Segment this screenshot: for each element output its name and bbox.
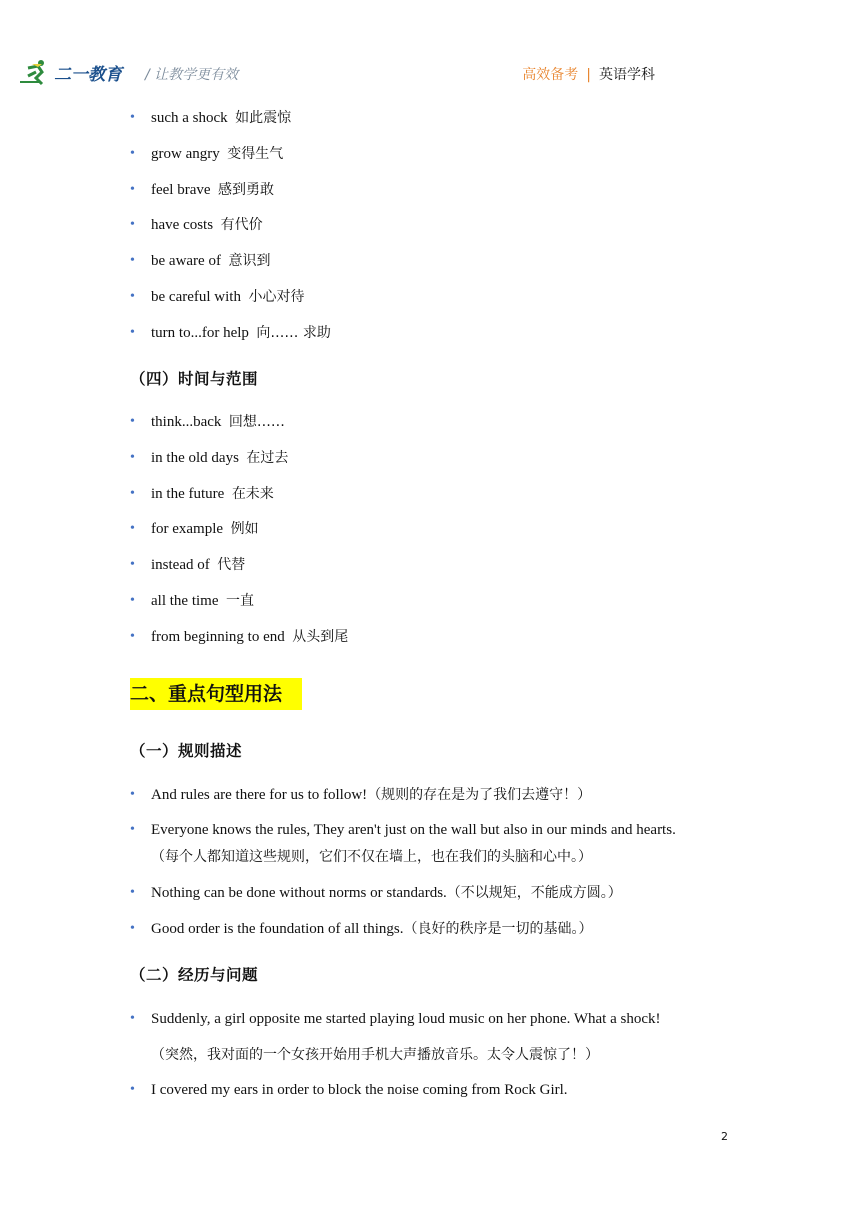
header-separator: | xyxy=(586,67,591,83)
main-heading-key-sentences: 二、重点句型用法 xyxy=(130,678,302,710)
list-item: • feel brave 感到勇敢 xyxy=(130,181,275,198)
sentence-item: • Suddenly, a girl opposite me started playing loud music on her phone. What a shock! xyxy=(130,1011,661,1027)
section-title-experience: （二）经历与问题 xyxy=(130,966,259,984)
brand-logo xyxy=(18,58,128,88)
slogan: / 让教学更有效 xyxy=(145,67,239,83)
sentence-item: • Everyone knows the rules, They aren't just on the wall but also in our minds and hearts. xyxy=(130,822,676,838)
list-item: • from beginning to end 从头到尾 xyxy=(130,628,349,645)
list-item: • all the time 一直 xyxy=(130,592,254,609)
list-item: • grow angry 变得生气 xyxy=(130,145,284,162)
page-header xyxy=(0,0,860,100)
subject-label: 英语学科 xyxy=(599,67,655,83)
list-item: • be aware of 意识到 xyxy=(130,253,271,270)
list-item: • instead of 代替 xyxy=(130,557,246,574)
sentence-item: • Nothing can be done without norms or standards.（不以规矩，不能成方圆。） xyxy=(130,885,622,901)
sentence-translation: （每个人都知道这些规则，它们不仅在墙上，也在我们的头脑和心中。） xyxy=(151,849,592,865)
list-item: • turn to...for help 向…… 求助 xyxy=(130,324,331,341)
page-number: 2 xyxy=(721,1130,728,1143)
phrase-list-1 xyxy=(130,108,331,343)
sentence-item: • Good order is the foundation of all things.（良好的秩序是一切的基础。） xyxy=(130,921,593,937)
list-item: • be careful with 小心对待 xyxy=(130,288,305,305)
sentence-item: • And rules are there for us to follow!（规则的存在是为了我们去遵守！） xyxy=(130,787,592,803)
header-right xyxy=(522,64,655,84)
list-item: • have costs 有代价 xyxy=(130,217,263,234)
section-title-rules: （一）规则描述 xyxy=(130,742,243,760)
phrase-list-2 xyxy=(130,412,348,647)
list-item: • think...back 回想…… xyxy=(130,414,285,430)
runner-logo-icon xyxy=(18,58,128,88)
list-item: • in the future 在未来 xyxy=(130,485,274,502)
list-item: • for example 例如 xyxy=(130,521,259,538)
sentence-translation: （突然，我对面的一个女孩开始用手机大声播放音乐。太令人震惊了！） xyxy=(151,1047,599,1063)
brand-name: 二一教育 xyxy=(54,65,122,85)
sentence-item: • I covered my ears in order to block the noise coming from Rock Girl. xyxy=(130,1082,568,1098)
section-title-time-range: （四）时间与范围 xyxy=(130,370,259,388)
exam-prep-label: 高效备考 xyxy=(522,67,579,83)
list-item: • in the old days 在过去 xyxy=(130,449,289,466)
list-item: • such a shock 如此震惊 xyxy=(130,110,292,126)
